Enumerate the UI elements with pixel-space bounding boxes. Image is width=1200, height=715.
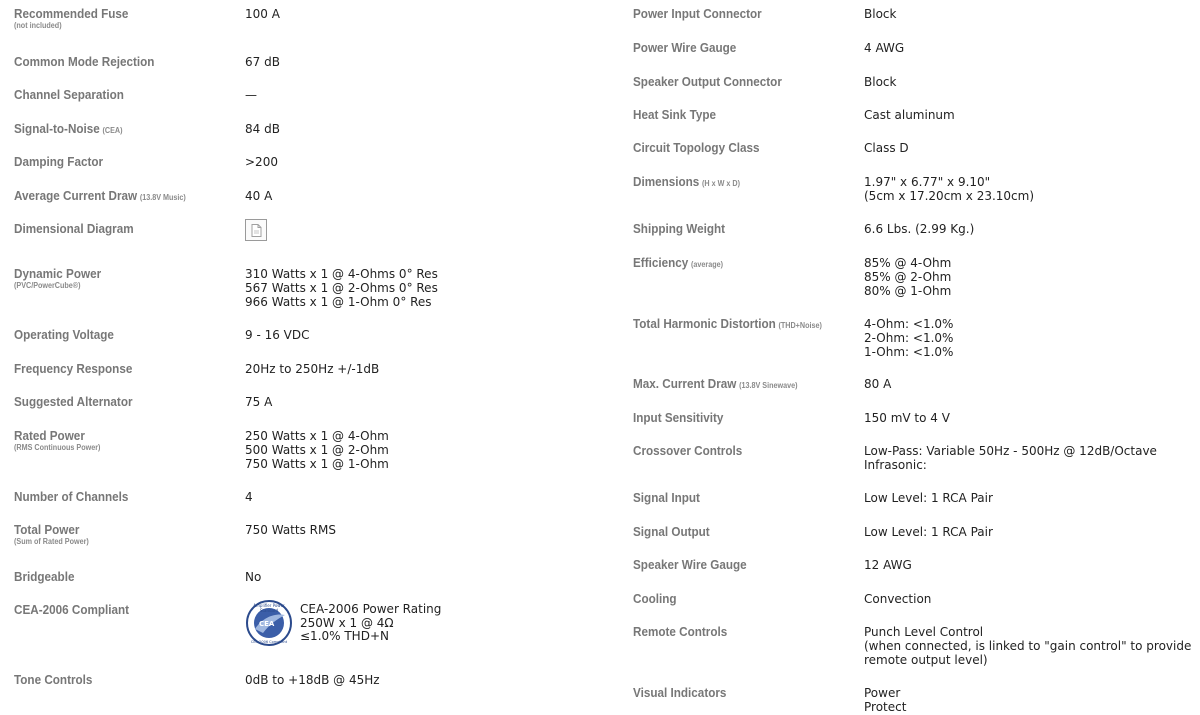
spec-value-line: —: [245, 88, 257, 102]
spec-sublabel: (PVC/PowerCube®): [14, 281, 81, 290]
spec-value-rated-power: [245, 429, 389, 471]
spec-label-text: Dimensions: [633, 174, 700, 189]
spec-value-dimensional-diagram[interactable]: [245, 222, 267, 244]
spec-label-common-mode-rejection: [14, 55, 154, 69]
spec-label-signal-output: [633, 525, 710, 539]
spec-value-frequency-response: [245, 362, 379, 376]
spec-value-max-current-draw: [864, 377, 891, 391]
spec-value-efficiency: [864, 256, 951, 298]
spec-label-remote-controls: [633, 625, 727, 639]
spec-label-total-harmonic-distortion: [633, 317, 822, 333]
spec-label-text: Signal Input: [633, 490, 700, 505]
spec-label-text: Speaker Wire Gauge: [633, 557, 747, 572]
spec-label-text: Average Current Draw: [14, 188, 138, 203]
spec-value-common-mode-rejection: [245, 55, 280, 69]
spec-label-text: Signal Output: [633, 524, 710, 539]
spec-value-line: (5cm x 17.20cm x 23.10cm): [864, 189, 1035, 203]
spec-label-cooling: [633, 592, 677, 606]
spec-value-channel-separation: [245, 88, 257, 102]
spec-value-line: 750 Watts x 1 @ 1-Ohm: [245, 457, 389, 471]
spec-label-text: Power Input Connector: [633, 6, 762, 21]
spec-value-line: 1.97" x 6.77" x 9.10": [864, 175, 991, 189]
spec-value-number-of-channels: [245, 490, 253, 504]
spec-value-line: Low Level: 1 RCA Pair: [864, 491, 993, 505]
spec-label-text: Visual Indicators: [633, 685, 727, 700]
spec-value-line: remote output level): [864, 653, 988, 667]
spec-label-visual-indicators: [633, 686, 726, 700]
spec-value-line: Low Level: 1 RCA Pair: [864, 525, 993, 539]
spec-value-line: 6.6 Lbs. (2.99 Kg.): [864, 222, 975, 236]
spec-value-line: 500 Watts x 1 @ 2-Ohm: [245, 443, 389, 457]
spec-value-line: 150 mV to 4 V: [864, 411, 950, 425]
svg-text:CEA-2006 Compliant: CEA-2006 Compliant: [250, 640, 288, 644]
spec-label-text: Bridgeable: [14, 569, 75, 584]
svg-text:Amplifier Power: Amplifier Power: [253, 603, 285, 608]
spec-label-max-current-draw: [633, 377, 798, 393]
spec-sublabel: (CEA): [102, 126, 123, 135]
cea-rating-line: ≤1.0% THD+N: [300, 629, 389, 643]
spec-label-average-current-draw: [14, 189, 186, 205]
spec-value-total-power: [245, 523, 336, 537]
spec-value-line: Block: [864, 7, 897, 21]
spec-label-text: Shipping Weight: [633, 221, 726, 236]
spec-label-dynamic-power: [14, 267, 101, 291]
spec-label-signal-to-noise: [14, 122, 123, 138]
spec-value-dimensions: [864, 175, 1034, 203]
spec-label-tone-controls: [14, 673, 92, 687]
spec-value-crossover-controls: [864, 444, 1157, 472]
spec-label-text: Remote Controls: [633, 624, 728, 639]
spec-sublabel: (13.8V Music): [139, 193, 186, 202]
spec-value-line: 12 AWG: [864, 558, 912, 572]
spec-value-line: 75 A: [245, 395, 273, 409]
spec-label-text: Common Mode Rejection: [14, 54, 155, 69]
spec-value-total-harmonic-distortion: [864, 317, 953, 359]
spec-value-signal-output: [864, 525, 993, 539]
spec-value-line: Protect: [864, 700, 907, 714]
spec-label-dimensions: [633, 175, 740, 191]
spec-label-shipping-weight: [633, 222, 725, 236]
spec-value-line: 310 Watts x 1 @ 4-Ohms 0° Res: [245, 267, 438, 281]
spec-value-line: 40 A: [245, 189, 273, 203]
spec-label-total-power: [14, 523, 89, 547]
spec-sublabel: (13.8V Sinewave): [739, 381, 798, 390]
spec-label-efficiency: [633, 256, 723, 272]
cea-rating-line: 250W x 1 @ 4Ω: [300, 615, 394, 630]
spec-value-line: Block: [864, 75, 897, 89]
spec-value-line: 567 Watts x 1 @ 2-Ohms 0° Res: [245, 281, 438, 295]
spec-label-input-sensitivity: [633, 411, 723, 425]
spec-label-text: Power Wire Gauge: [633, 40, 737, 55]
spec-value-line: 966 Watts x 1 @ 1-Ohm 0° Res: [245, 295, 432, 309]
spec-sublabel: (average): [690, 260, 723, 269]
spec-value-signal-input: [864, 491, 993, 505]
spec-label-operating-voltage: [14, 328, 114, 342]
spec-label-text: Heat Sink Type: [633, 107, 717, 122]
spec-value-line: Convection: [864, 592, 932, 606]
cea-rating-line: CEA-2006 Power Rating: [300, 602, 442, 616]
spec-value-line: Low-Pass: Variable 50Hz - 500Hz @ 12dB/Octave: [864, 444, 1157, 458]
spec-label-text: Operating Voltage: [14, 327, 114, 342]
spec-value-dynamic-power: [245, 267, 438, 309]
spec-sublabel: (RMS Continuous Power): [14, 443, 101, 452]
spec-label-recommended-fuse: [14, 7, 128, 31]
svg-text:CEA: CEA: [259, 620, 275, 628]
cea-2006-compliant-logo: [245, 599, 293, 647]
spec-value-line: 80 A: [864, 377, 892, 391]
spec-value-speaker-wire-gauge: [864, 558, 912, 572]
spec-label-text: Number of Channels: [14, 489, 129, 504]
spec-label-text: Rated Power: [14, 428, 85, 443]
spec-value-speaker-output-connector: [864, 75, 896, 89]
spec-value-line: 100 A: [245, 7, 280, 21]
spec-value-line: Punch Level Control: [864, 625, 984, 639]
spec-value-operating-voltage: [245, 328, 310, 342]
spec-label-text: Suggested Alternator: [14, 394, 133, 409]
spec-value-bridgeable: [245, 570, 261, 584]
spec-label-channel-separation: [14, 88, 124, 102]
spec-value-power-input-connector: [864, 7, 896, 21]
spec-label-text: Crossover Controls: [633, 443, 743, 458]
spec-label-text: Total Power: [14, 522, 80, 537]
spec-label-cea-2006-compliant: [14, 603, 129, 617]
spec-value-line: 0dB to +18dB @ 45Hz: [245, 673, 380, 687]
spec-value-line: 4: [245, 490, 253, 504]
spec-value-line: 750 Watts RMS: [245, 523, 336, 537]
spec-value-cooling: [864, 592, 931, 606]
spec-label-number-of-channels: [14, 490, 128, 504]
spec-label-text: CEA-2006 Compliant: [14, 602, 130, 617]
spec-label-text: Input Sensitivity: [633, 410, 724, 425]
spec-label-signal-input: [633, 491, 700, 505]
spec-value-line: 67 dB: [245, 55, 280, 69]
spec-sublabel: (H x W x D): [702, 179, 741, 188]
spec-sublabel: (THD+Noise): [778, 321, 822, 330]
spec-value-line: Power: [864, 686, 901, 700]
spec-value-line: No: [245, 570, 262, 584]
spec-value-line: Cast aluminum: [864, 108, 955, 122]
spec-label-frequency-response: [14, 362, 132, 376]
spec-label-bridgeable: [14, 570, 74, 584]
spec-label-text: Dynamic Power: [14, 266, 102, 281]
spec-label-text: Total Harmonic Distortion: [633, 316, 776, 331]
spec-value-line: 84 dB: [245, 122, 280, 136]
spec-label-dimensional-diagram: [14, 222, 134, 236]
spec-label-text: Signal-to-Noise: [14, 121, 100, 136]
spec-value-line: 4-Ohm: <1.0%: [864, 317, 954, 331]
svg-text:Standard: Standard: [259, 608, 279, 613]
spec-value-line: (when connected, is linked to "gain control" to provide: [864, 639, 1192, 653]
cea-power-rating: [300, 603, 441, 644]
spec-value-line: 80% @ 1-Ohm: [864, 284, 952, 298]
spec-value-line: >200: [245, 155, 278, 169]
spec-label-speaker-wire-gauge: [633, 558, 747, 572]
spec-label-rated-power: [14, 429, 100, 453]
spec-label-power-wire-gauge: [633, 41, 736, 55]
document-icon[interactable]: [245, 219, 267, 241]
spec-value-line: 1-Ohm: <1.0%: [864, 345, 954, 359]
spec-label-text: Damping Factor: [14, 154, 104, 169]
spec-value-line: 250 Watts x 1 @ 4-Ohm: [245, 429, 389, 443]
spec-value-signal-to-noise: [245, 122, 280, 136]
spec-value-line: 85% @ 4-Ohm: [864, 256, 952, 270]
spec-sublabel: (not included): [14, 21, 62, 30]
spec-label-text: Cooling: [633, 591, 677, 606]
spec-sublabel: (Sum of Rated Power): [14, 537, 89, 546]
spec-value-remote-controls: [864, 625, 1191, 667]
spec-label-text: Frequency Response: [14, 361, 133, 376]
spec-value-input-sensitivity: [864, 411, 950, 425]
spec-label-text: Speaker Output Connector: [633, 74, 782, 89]
spec-label-text: Efficiency: [633, 255, 689, 270]
spec-label-suggested-alternator: [14, 395, 133, 409]
spec-value-line: 2-Ohm: <1.0%: [864, 331, 954, 345]
spec-value-line: Class D: [864, 141, 909, 155]
spec-value-line: 20Hz to 250Hz +/-1dB: [245, 362, 380, 376]
spec-value-tone-controls: [245, 673, 380, 687]
spec-label-heat-sink-type: [633, 108, 716, 122]
spec-label-circuit-topology-class: [633, 141, 760, 155]
spec-value-line: 9 - 16 VDC: [245, 328, 310, 342]
spec-value-suggested-alternator: [245, 395, 272, 409]
spec-value-recommended-fuse: [245, 7, 280, 21]
spec-value-power-wire-gauge: [864, 41, 904, 55]
spec-value-line: 4 AWG: [864, 41, 905, 55]
spec-value-line: Infrasonic:: [864, 458, 927, 472]
spec-label-text: Channel Separation: [14, 87, 124, 102]
spec-label-speaker-output-connector: [633, 75, 782, 89]
spec-label-text: Circuit Topology Class: [633, 140, 760, 155]
spec-label-text: Recommended Fuse: [14, 6, 129, 21]
spec-value-average-current-draw: [245, 189, 272, 203]
spec-label-text: Max. Current Draw: [633, 376, 737, 391]
spec-value-damping-factor: [245, 155, 278, 169]
spec-label-damping-factor: [14, 155, 103, 169]
spec-value-line: 85% @ 2-Ohm: [864, 270, 952, 284]
spec-value-heat-sink-type: [864, 108, 955, 122]
spec-value-visual-indicators: [864, 686, 906, 714]
spec-label-text: Tone Controls: [14, 672, 93, 687]
spec-value-shipping-weight: [864, 222, 974, 236]
spec-label-power-input-connector: [633, 7, 762, 21]
spec-value-circuit-topology-class: [864, 141, 909, 155]
spec-label-crossover-controls: [633, 444, 742, 458]
spec-label-text: Dimensional Diagram: [14, 221, 134, 236]
